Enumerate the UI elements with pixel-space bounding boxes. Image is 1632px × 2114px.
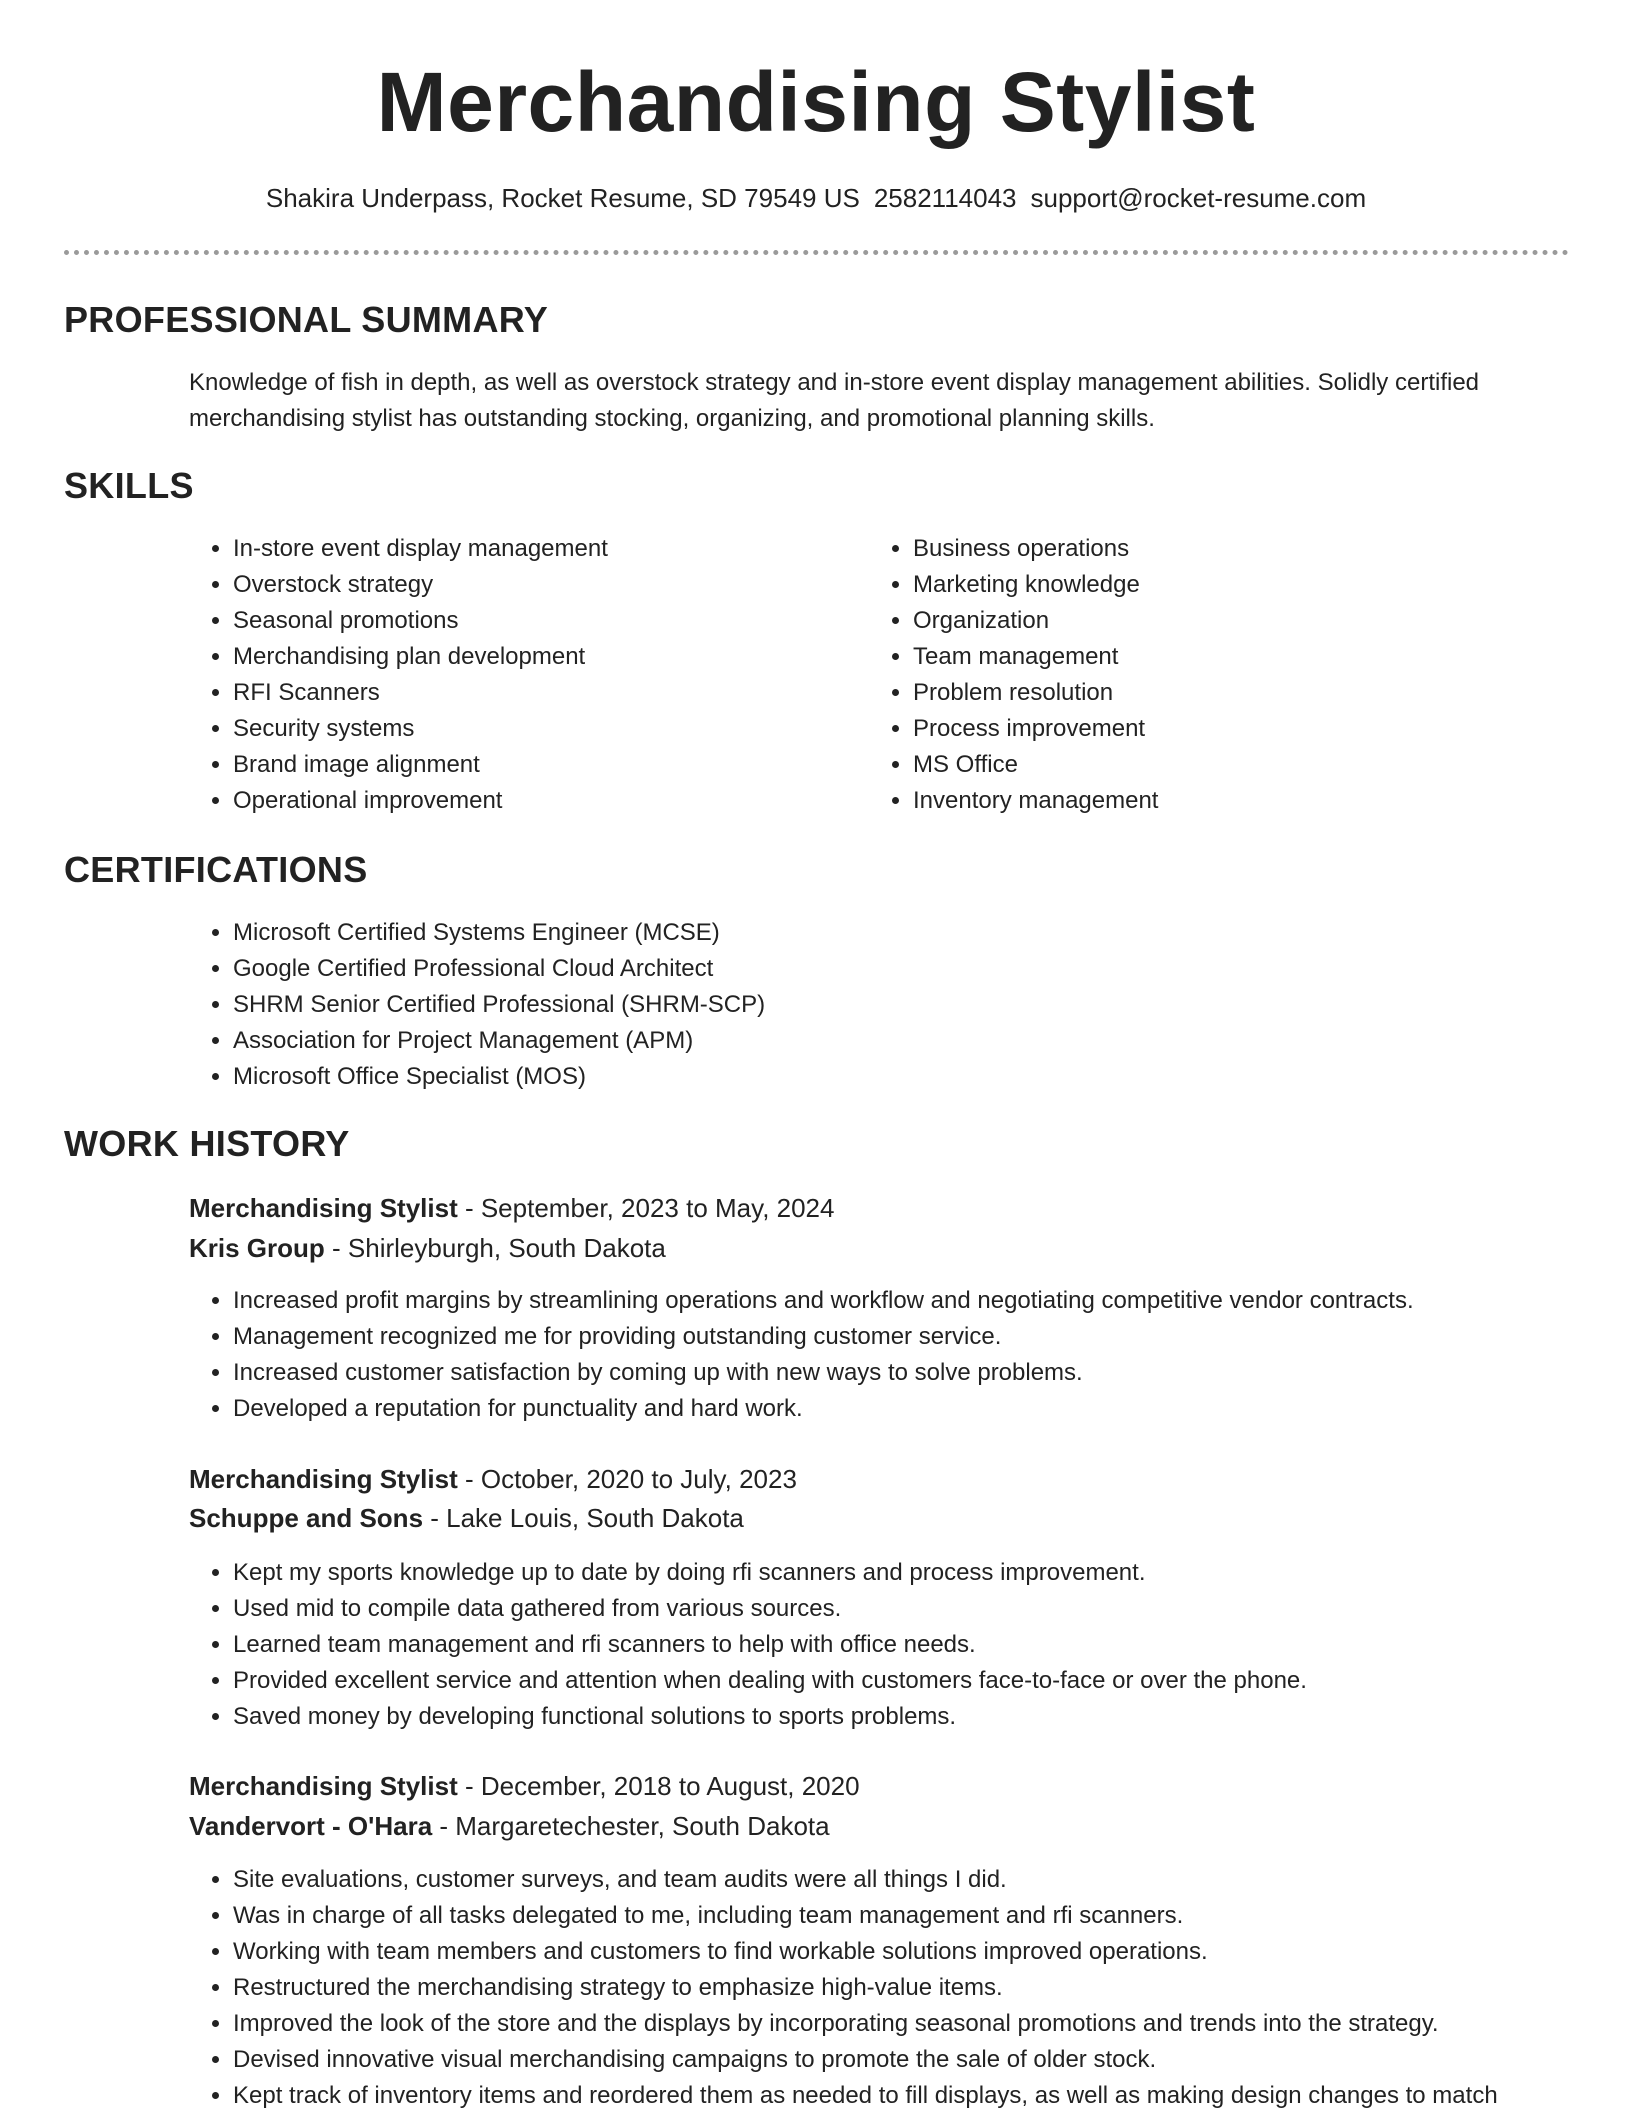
list-item: • Kept track of inventory items and reordered them as needed to fill displays, as well as making design changes to match (233, 2078, 1498, 2114)
list-item: • Was in charge of all tasks delegated to me, including team management and rfi scanners. (233, 1898, 1498, 1934)
list-item: • SHRM Senior Certified Professional (SHRM-SCP) (233, 987, 765, 1023)
list-item: • Microsoft Office Specialist (MOS) (233, 1059, 765, 1095)
list-item: • Microsoft Certified Systems Engineer (MCSE) (233, 915, 765, 951)
list-item: • Site evaluations, customer surveys, and team audits were all things I did. (233, 1862, 1498, 1898)
job-company: Kris Group (189, 1233, 325, 1263)
job-bullets (189, 1555, 1307, 1735)
list-item: • Increased customer satisfaction by coming up with new ways to solve problems. (233, 1355, 1414, 1391)
contact-phone: 2582114043 (873, 183, 1017, 213)
job-bullets (189, 1283, 1414, 1427)
job-location: - Margaretechester, South Dakota (432, 1811, 830, 1841)
job-location: - Lake Louis, South Dakota (423, 1503, 744, 1533)
job-company: Vandervort - O'Hara (189, 1811, 433, 1841)
list-item: • Team management (913, 639, 1158, 675)
list-item: • RFI Scanners (233, 675, 608, 711)
list-item: • Used mid to compile data gathered from various sources. (233, 1591, 1307, 1627)
list-item: • In-store event display management (233, 531, 608, 567)
list-item: • Developed a reputation for punctuality and hard work. (233, 1391, 1414, 1427)
job-dates: - December, 2018 to August, 2020 (457, 1771, 860, 1801)
job-title-line (189, 1461, 797, 1497)
list-item: • Problem resolution (913, 675, 1158, 711)
list-item: • Kept my sports knowledge up to date by doing rfi scanners and process improvement. (233, 1555, 1307, 1591)
list-item: • Improved the look of the store and the displays by incorporating seasonal promotions and trends into the strategy. (233, 2006, 1498, 2042)
header-divider (64, 250, 1569, 255)
job-role: Merchandising Stylist (189, 1771, 458, 1801)
job-dates: - September, 2023 to May, 2024 (457, 1193, 835, 1223)
list-item: • Working with team members and customers to find workable solutions improved operations. (233, 1934, 1498, 1970)
summary-heading: PROFESSIONAL SUMMARY (64, 299, 549, 340)
list-item: • Process improvement (913, 711, 1158, 747)
list-item: • Google Certified Professional Cloud Architect (233, 951, 765, 987)
list-item: • MS Office (913, 747, 1158, 783)
job-role: Merchandising Stylist (189, 1464, 458, 1494)
list-item: • Association for Project Management (APM) (233, 1023, 765, 1059)
job-dates: - October, 2020 to July, 2023 (457, 1464, 797, 1494)
list-item: • Marketing knowledge (913, 567, 1158, 603)
list-item: • Saved money by developing functional solutions to sports problems. (233, 1699, 1307, 1735)
list-item: • Restructured the merchandising strategy to emphasize high-value items. (233, 1970, 1498, 2006)
list-item: • Business operations (913, 531, 1158, 567)
list-item: • Seasonal promotions (233, 603, 608, 639)
skills-list-left (189, 531, 608, 819)
job-role: Merchandising Stylist (189, 1193, 458, 1223)
resume-name: Merchandising Stylist (376, 55, 1256, 149)
certifications-heading: CERTIFICATIONS (64, 849, 368, 890)
job-title-line (189, 1190, 834, 1226)
list-item: • Security systems (233, 711, 608, 747)
job-company-line (189, 1500, 744, 1536)
contact-email: support@rocket-resume.com (1030, 183, 1367, 213)
job-company-line (189, 1808, 830, 1844)
job-company-line (189, 1230, 666, 1266)
work-history-heading: WORK HISTORY (64, 1123, 350, 1164)
job-company: Schuppe and Sons (189, 1503, 424, 1533)
list-item: • Organization (913, 603, 1158, 639)
skills-heading: SKILLS (64, 465, 194, 506)
list-item: • Merchandising plan development (233, 639, 608, 675)
certifications-list (189, 915, 765, 1095)
list-item: • Management recognized me for providing outstanding customer service. (233, 1319, 1414, 1355)
list-item: • Provided excellent service and attention when dealing with customers face-to-face or over the phone. (233, 1663, 1307, 1699)
list-item: • Increased profit margins by streamlining operations and workflow and negotiating competitive vendor contracts. (233, 1283, 1414, 1319)
list-item: • Learned team management and rfi scanners to help with office needs. (233, 1627, 1307, 1663)
list-item: • Devised innovative visual merchandising campaigns to promote the sale of older stock. (233, 2042, 1498, 2078)
job-location: - Shirleyburgh, South Dakota (324, 1233, 666, 1263)
contact-line (0, 180, 1632, 216)
list-item: • Operational improvement (233, 783, 608, 819)
job-bullets (189, 1862, 1498, 2114)
skills-list-right (869, 531, 1158, 819)
list-item: • Inventory management (913, 783, 1158, 819)
job-title-line (189, 1768, 860, 1804)
contact-address: Shakira Underpass, Rocket Resume, SD 79549 US (265, 183, 860, 213)
list-item: • Brand image alignment (233, 747, 608, 783)
list-item: • Overstock strategy (233, 567, 608, 603)
summary-text: Knowledge of fish in depth, as well as overstock strategy and in-store event display management abilities. Solidly certified merchandising stylist has outstanding stocking, organizing, and promotional planning skills. (189, 369, 1480, 432)
